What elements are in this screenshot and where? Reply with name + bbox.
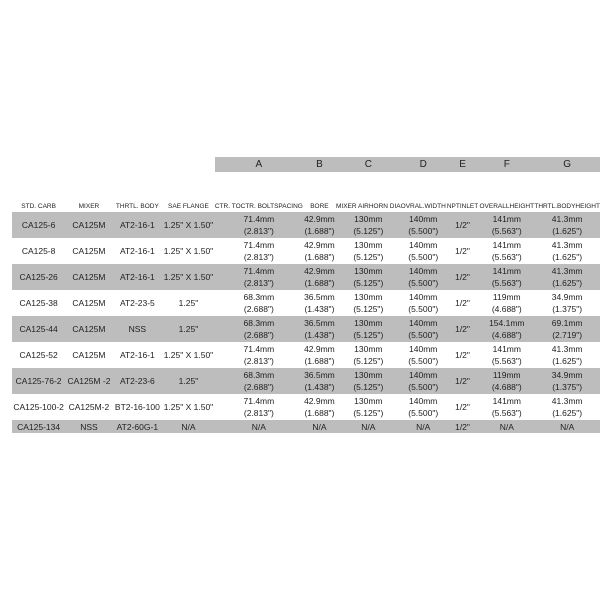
column-letter: G (534, 157, 600, 172)
cell-line: (5.500") (408, 252, 439, 262)
table-cell (446, 290, 479, 316)
table-cell (401, 290, 446, 316)
table-cell (401, 264, 446, 290)
cell-line: 1.25" (178, 298, 199, 308)
cell-line: 71.4mm (243, 344, 275, 354)
table-cell (113, 264, 162, 290)
cell-line: N/A (560, 421, 575, 432)
cell-line: CA125M (72, 298, 106, 308)
cell-line: (5.563") (491, 278, 522, 288)
table-row (12, 420, 600, 433)
table-cell (65, 238, 112, 264)
table-cell (446, 238, 479, 264)
cell-line: 130mm (354, 318, 383, 328)
cell-line: N/A (416, 421, 431, 432)
cell-line: CA125M (72, 220, 106, 230)
carburetor-spec-table (12, 157, 600, 433)
table-cell (215, 212, 303, 238)
column-header (303, 172, 336, 212)
cell-line: (1.688") (304, 252, 335, 262)
cell-line: 71.4mm (243, 240, 275, 250)
column-header-line: THRTL. (534, 203, 557, 210)
table-cell (401, 342, 446, 368)
cell-line: 130mm (354, 370, 383, 380)
table-cell (303, 316, 336, 342)
column-header (215, 172, 303, 212)
cell-line: 68.3mm (243, 292, 275, 302)
cell-line: (1.375") (552, 304, 583, 314)
table-row (12, 316, 600, 342)
cell-line: (5.500") (408, 356, 439, 366)
cell-line: CA125-26 (19, 272, 58, 282)
cell-line: 154.1mm (489, 318, 525, 328)
cell-line: (2.813") (243, 356, 274, 366)
cell-line: 140mm (409, 344, 438, 354)
cell-line: N/A (499, 421, 514, 432)
cell-line: (1.625") (552, 226, 583, 236)
table-cell (162, 212, 215, 238)
cell-line: N/A (312, 421, 327, 432)
column-letter (65, 157, 112, 172)
table-cell (12, 264, 65, 290)
cell-line: 42.9mm (304, 266, 335, 276)
cell-line: 34.9mm (551, 370, 583, 380)
cell-line: (4.688") (491, 382, 522, 392)
cell-line: CA125M -2 (67, 376, 111, 386)
column-header-line: BODY (556, 203, 576, 210)
cell-line: 41.3mm (551, 214, 583, 224)
cell-line: 42.9mm (304, 240, 335, 250)
cell-line: (5.563") (491, 408, 522, 418)
table-cell (479, 212, 534, 238)
cell-line: 140mm (409, 214, 438, 224)
table-cell (215, 290, 303, 316)
cell-line: 1.25" X 1.50" (163, 272, 214, 282)
table-cell (534, 316, 600, 342)
table-cell (65, 316, 112, 342)
cell-line: (1.688") (304, 226, 335, 236)
table-cell (446, 264, 479, 290)
table-cell (12, 316, 65, 342)
cell-line: 1/2" (455, 220, 470, 230)
table-cell (113, 290, 162, 316)
table-cell (336, 212, 401, 238)
cell-line: 1/2" (455, 246, 470, 256)
table-cell (12, 290, 65, 316)
cell-line: (5.125") (353, 278, 384, 288)
table-cell (336, 342, 401, 368)
cell-line: NSS (128, 324, 147, 334)
table-row (12, 290, 600, 316)
cell-line: 1.25" (178, 324, 199, 334)
cell-line: 1.25" (178, 376, 199, 386)
cell-line: 71.4mm (243, 266, 275, 276)
cell-line: 140mm (409, 266, 438, 276)
table-cell (162, 394, 215, 420)
column-letter-row (12, 157, 600, 172)
table-cell (401, 420, 446, 433)
table-cell (12, 394, 65, 420)
cell-line: 71.4mm (243, 396, 275, 406)
cell-line: 1/2" (455, 272, 470, 282)
column-header-line: STD. CARB (21, 203, 56, 210)
column-header-line: MIXER (78, 203, 100, 210)
cell-line: CA125-44 (19, 324, 58, 334)
table-cell (113, 394, 162, 420)
cell-line: (1.625") (552, 252, 583, 262)
cell-line: (5.125") (353, 304, 384, 314)
cell-line: (1.625") (552, 278, 583, 288)
table-cell (65, 212, 112, 238)
table-cell (479, 316, 534, 342)
table-cell (479, 264, 534, 290)
cell-line: (4.688") (491, 304, 522, 314)
table-cell (336, 368, 401, 394)
cell-line: CA125M-2 (68, 402, 110, 412)
cell-line: 1/2" (455, 402, 470, 412)
cell-line: (1.688") (304, 356, 335, 366)
column-header (65, 172, 112, 212)
column-header (446, 172, 479, 212)
cell-line: (2.813") (243, 226, 274, 236)
table-cell (446, 420, 479, 433)
table-row (12, 342, 600, 368)
table-cell (162, 290, 215, 316)
cell-line: 1/2" (455, 324, 470, 334)
cell-line: (5.500") (408, 408, 439, 418)
cell-line: 140mm (409, 292, 438, 302)
cell-line: 69.1mm (551, 318, 583, 328)
table-cell (336, 420, 401, 433)
table-cell (12, 420, 65, 433)
column-header-line: SPACING (274, 203, 303, 210)
table-cell (12, 368, 65, 394)
table-cell (303, 264, 336, 290)
cell-line: AT2-16-1 (119, 272, 155, 282)
cell-line: 1.25" X 1.50" (163, 350, 214, 360)
table-cell (113, 420, 162, 433)
cell-line: (5.125") (353, 408, 384, 418)
table-cell (336, 264, 401, 290)
table-cell (479, 394, 534, 420)
cell-line: AT2-60G-1 (116, 421, 159, 432)
table-cell (12, 212, 65, 238)
table-cell (162, 368, 215, 394)
column-header (534, 172, 600, 212)
table-cell (534, 290, 600, 316)
table-cell (215, 342, 303, 368)
cell-line: (2.688") (243, 304, 274, 314)
table-cell (401, 316, 446, 342)
cell-line: (5.500") (408, 226, 439, 236)
cell-line: 141mm (492, 240, 521, 250)
cell-line: (5.563") (491, 252, 522, 262)
cell-line: 34.9mm (551, 292, 583, 302)
cell-line: 42.9mm (304, 396, 335, 406)
cell-line: (2.813") (243, 408, 274, 418)
cell-line: (1.438") (304, 304, 335, 314)
table-cell (401, 212, 446, 238)
cell-line: AT2-16-1 (119, 220, 155, 230)
cell-line: CA125-100-2 (13, 402, 64, 412)
column-letter: A (215, 157, 303, 172)
cell-line: 1/2" (455, 298, 470, 308)
table-cell (479, 420, 534, 433)
cell-line: 140mm (409, 318, 438, 328)
column-letter: B (303, 157, 336, 172)
column-letter (12, 157, 65, 172)
table-cell (113, 316, 162, 342)
table-cell (303, 212, 336, 238)
column-header (401, 172, 446, 212)
table-row (12, 394, 600, 420)
table-cell (65, 342, 112, 368)
cell-line: (5.563") (491, 226, 522, 236)
cell-line: NSS (80, 421, 98, 432)
cell-line: 1.25" X 1.50" (163, 402, 214, 412)
cell-line: 1.25" X 1.50" (163, 246, 214, 256)
table-cell (336, 290, 401, 316)
column-header-line: BORE (310, 203, 329, 210)
table-cell (303, 368, 336, 394)
cell-line: 68.3mm (243, 370, 275, 380)
cell-line: (5.500") (408, 304, 439, 314)
cell-line: (2.813") (243, 278, 274, 288)
cell-line: CA125-76-2 (15, 376, 62, 386)
cell-line: BT2-16-100 (114, 402, 160, 412)
cell-line: 130mm (354, 266, 383, 276)
table-cell (446, 212, 479, 238)
table-cell (303, 238, 336, 264)
cell-line: 141mm (492, 214, 521, 224)
table-cell (479, 290, 534, 316)
cell-line: 119mm (492, 370, 521, 380)
cell-line: (2.813") (243, 252, 274, 262)
table-cell (12, 238, 65, 264)
table-cell (65, 368, 112, 394)
column-header (12, 172, 65, 212)
table-cell (534, 342, 600, 368)
cell-line: 130mm (354, 214, 383, 224)
table-cell (534, 238, 600, 264)
column-header-line: SAE FLANGE (168, 203, 209, 210)
table-row (12, 368, 600, 394)
table-row (12, 212, 600, 238)
table-cell (215, 394, 303, 420)
cell-line: CA125M (72, 324, 106, 334)
cell-line: 140mm (409, 396, 438, 406)
cell-line: (5.500") (408, 278, 439, 288)
column-letter: D (401, 157, 446, 172)
cell-line: (1.438") (304, 382, 335, 392)
cell-line: 1.25" X 1.50" (163, 220, 214, 230)
cell-line: CA125M (72, 246, 106, 256)
column-letter (113, 157, 162, 172)
cell-line: 41.3mm (551, 344, 583, 354)
cell-line: 130mm (354, 396, 383, 406)
cell-line: 71.4mm (243, 214, 275, 224)
table-row (12, 238, 600, 264)
table-cell (303, 290, 336, 316)
table-cell (401, 394, 446, 420)
cell-line: AT2-16-1 (119, 246, 155, 256)
table-cell (113, 212, 162, 238)
cell-line: 41.3mm (551, 240, 583, 250)
cell-line: CA125-134 (17, 421, 61, 432)
column-header-line: HEIGHT (575, 203, 600, 210)
cell-line: (2.719") (552, 330, 583, 340)
column-header-line: HORN DIA (368, 203, 401, 210)
cell-line: (5.125") (353, 382, 384, 392)
cell-line: (1.625") (552, 356, 583, 366)
table-cell (215, 420, 303, 433)
table-cell (534, 368, 600, 394)
table-cell (534, 394, 600, 420)
table-cell (446, 342, 479, 368)
cell-line: 1/2" (455, 350, 470, 360)
cell-line: 42.9mm (304, 344, 335, 354)
column-header (479, 172, 534, 212)
table-cell (479, 342, 534, 368)
cell-line: CA125M (72, 272, 106, 282)
table-cell (65, 394, 112, 420)
column-header (336, 172, 401, 212)
table-cell (336, 238, 401, 264)
cell-line: 1/2" (455, 421, 470, 432)
table-cell (162, 264, 215, 290)
cell-line: AT2-16-1 (119, 350, 155, 360)
cell-line: (5.125") (353, 330, 384, 340)
table-cell (336, 316, 401, 342)
cell-line: (5.125") (353, 356, 384, 366)
cell-line: 36.5mm (304, 370, 335, 380)
cell-line: (1.688") (304, 408, 335, 418)
table-cell (162, 238, 215, 264)
table-cell (162, 316, 215, 342)
cell-line: 41.3mm (551, 266, 583, 276)
cell-line: N/A (181, 421, 196, 432)
table-cell (401, 238, 446, 264)
cell-line: (5.125") (353, 226, 384, 236)
cell-line: (1.688") (304, 278, 335, 288)
cell-line: (5.125") (353, 252, 384, 262)
column-header-line: CTR. BOLT (240, 203, 275, 210)
cell-line: CA125-6 (21, 220, 56, 230)
cell-line: (5.500") (408, 382, 439, 392)
table-cell (303, 420, 336, 433)
table-cell (303, 342, 336, 368)
cell-line: 141mm (492, 396, 521, 406)
table-cell (65, 290, 112, 316)
table-cell (303, 394, 336, 420)
cell-line: 130mm (354, 240, 383, 250)
cell-line: 130mm (354, 292, 383, 302)
column-header-line: HEIGHT (509, 203, 535, 210)
cell-line: 36.5mm (304, 292, 335, 302)
cell-line: (2.688") (243, 382, 274, 392)
cell-line: (5.563") (491, 356, 522, 366)
table-cell (446, 368, 479, 394)
table-cell (479, 238, 534, 264)
cell-line: 140mm (409, 240, 438, 250)
table-cell (401, 368, 446, 394)
cell-line: CA125-52 (19, 350, 58, 360)
column-header-line: WIDTH (424, 203, 446, 210)
column-header-line: THRTL. BODY (115, 203, 159, 210)
cell-line: N/A (251, 421, 266, 432)
cell-line: CA125M (72, 350, 106, 360)
table-cell (113, 342, 162, 368)
cell-line: (4.688") (491, 330, 522, 340)
cell-line: 36.5mm (304, 318, 335, 328)
table-cell (65, 264, 112, 290)
table-cell (113, 238, 162, 264)
column-letter (162, 157, 215, 172)
column-header-line: OVRAL. (400, 203, 425, 210)
table-cell (113, 368, 162, 394)
cell-line: (5.500") (408, 330, 439, 340)
table-cell (336, 394, 401, 420)
cell-line: 1/2" (455, 376, 470, 386)
table-cell (215, 238, 303, 264)
column-header-line: CTR. TO (214, 203, 241, 210)
table-row (12, 264, 600, 290)
table-cell (162, 420, 215, 433)
cell-line: AT2-23-5 (119, 298, 155, 308)
cell-line: 68.3mm (243, 318, 275, 328)
column-header-line: INLET (459, 203, 479, 210)
table-cell (215, 368, 303, 394)
column-header-line: MIXER AIR (335, 203, 369, 210)
cell-line: CA125-8 (21, 246, 56, 256)
cell-line: 140mm (409, 370, 438, 380)
column-header (113, 172, 162, 212)
table-cell (479, 368, 534, 394)
column-letter: F (479, 157, 534, 172)
column-letter: C (336, 157, 401, 172)
cell-line: 42.9mm (304, 214, 335, 224)
column-header-line: OVERALL (479, 203, 510, 210)
cell-line: 41.3mm (551, 396, 583, 406)
table-cell (65, 420, 112, 433)
cell-line: 130mm (354, 344, 383, 354)
column-header-row (12, 172, 600, 212)
column-header (162, 172, 215, 212)
table-cell (446, 316, 479, 342)
table-cell (534, 420, 600, 433)
table-cell (162, 342, 215, 368)
column-letter: E (446, 157, 479, 172)
cell-line: 119mm (492, 292, 521, 302)
column-header-line: NPT (446, 203, 460, 210)
cell-line: AT2-23-6 (119, 376, 155, 386)
table-cell (12, 342, 65, 368)
cell-line: (1.438") (304, 330, 335, 340)
cell-line: (1.625") (552, 408, 583, 418)
cell-line: (1.375") (552, 382, 583, 392)
cell-line: N/A (361, 421, 376, 432)
table-cell (534, 264, 600, 290)
cell-line: CA125-38 (19, 298, 58, 308)
table-cell (446, 394, 479, 420)
cell-line: 141mm (492, 266, 521, 276)
cell-line: (2.688") (243, 330, 274, 340)
table-cell (534, 212, 600, 238)
table-cell (215, 264, 303, 290)
cell-line: 141mm (492, 344, 521, 354)
table-cell (215, 316, 303, 342)
